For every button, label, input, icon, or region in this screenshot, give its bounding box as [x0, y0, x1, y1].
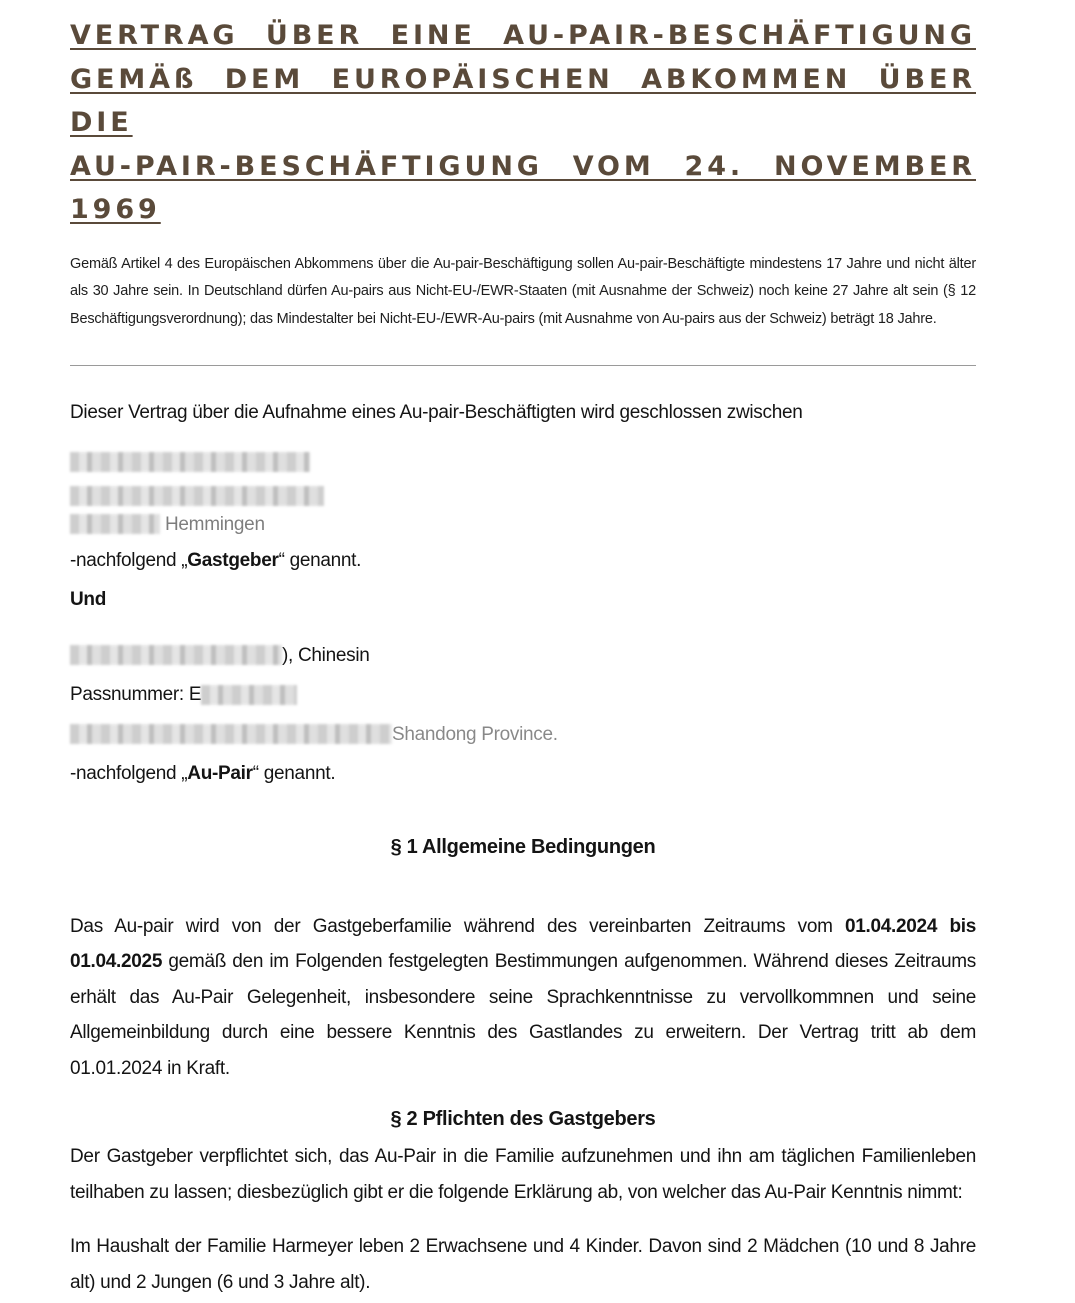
separator-line: [70, 365, 976, 366]
document-page: [70, 0, 976, 1300]
and-label: Und: [70, 589, 107, 610]
aupair-name-line: [70, 638, 976, 674]
section-1-text: Das Au-pair wird von der Gastgeberfamilie während des vereinbarten Zeitraums vom 01.04.2024 bis 01.04.2025 gemäß den im Folgenden festgelegten Bestimmungen aufgenommen. Während dieses Zeitraums erhält das Au-Pair Gelegenheit, insbesondere seine Sprachkenntnisse zu vervollkommnen und seine Allgemeinbildung durch eine bessere Kenntnis des Gastlandes zu erweitern. Der Vertrag tritt ab dem 01.01.2024 in Kraft.: [70, 915, 977, 1079]
aupair-designation: -nachfolgend „Au-Pair“ genannt.: [70, 763, 336, 784]
passport-line: Passnummer: E: [70, 677, 976, 713]
host-designation: -nachfolgend „Gastgeber“ genannt.: [70, 549, 362, 571]
document-title: [70, 14, 976, 232]
section-2-text-1: Der Gastgeber verpflichtet sich, das Au-Pair in die Familie aufzunehmen und ihn am täglichen Familienleben teilhaben zu lassen; diesbezüglich gibt er die folgende Erklärung ab, von welcher das Au-Pair Kenntnis nimmt:: [70, 1146, 976, 1203]
host-city-line: [70, 512, 976, 538]
aupair-province: Shandong Province.: [392, 723, 558, 745]
passport-label: Passnummer:: [70, 684, 189, 705]
redacted-host-street: [70, 486, 324, 506]
redacted-passport-number: [201, 685, 297, 705]
redacted-host-postcode: [70, 514, 160, 534]
contract-intro: Dieser Vertrag über die Aufnahme eines Au-pair-Beschäftigten wird geschlossen zwischen: [70, 402, 803, 423]
section-1-heading: § 1 Allgemeine Bedingungen: [390, 835, 656, 858]
section-2-heading: § 2 Pflichten des Gastgebers: [390, 1108, 656, 1130]
contract-period: 01.04.2024 bis 01.04.2025: [70, 915, 977, 972]
intro-note: Gemäß Artikel 4 des Europäischen Abkommens über die Au-pair-Beschäftigung sollen Au-pair-Beschäftigte mindestens 17 Jahre und nicht älter als 30 Jahre sein. In Deutschland dürfen Au-pairs aus Nicht-EU-/EWR-Staaten (mit Ausnahme der Schweiz) noch keine 27 Jahre alt sein (§ 12 Beschäftigungsverordnung); das Mindestalter bei Nicht-EU-/EWR-Au-pairs (mit Ausnahme von Au-pairs aus der Schweiz) beträgt 18 Jahre.: [70, 255, 976, 327]
redacted-host-name: [70, 452, 310, 472]
aupair-address-line: [70, 717, 976, 753]
redacted-aupair-address: [70, 724, 392, 744]
title-line-1: VERTRAG ÜBER EINE AU-PAIR-BESCHÄFTIGUNG: [70, 20, 976, 51]
aupair-term: Au-Pair: [187, 763, 253, 784]
aupair-nationality: ), Chinesin: [282, 644, 370, 666]
redacted-aupair-name: [70, 645, 282, 665]
title-line-3: AU-PAIR-BESCHÄFTIGUNG VOM 24. NOVEMBER 1969: [70, 150, 976, 225]
host-address-block: [70, 452, 976, 538]
host-city-text: Hemmingen: [164, 513, 265, 535]
title-line-2: GEMÄß DEM EUROPÄISCHEN ABKOMMEN ÜBER DIE: [70, 63, 976, 138]
host-term: Gastgeber: [187, 549, 279, 571]
section-2-text-2: Im Haushalt der Familie Harmeyer leben 2 Erwachsene und 4 Kinder. Davon sind 2 Mädchen (10 und 8 Jahre alt) und 2 Jungen (6 und 3 Jahre alt).: [70, 1236, 976, 1293]
